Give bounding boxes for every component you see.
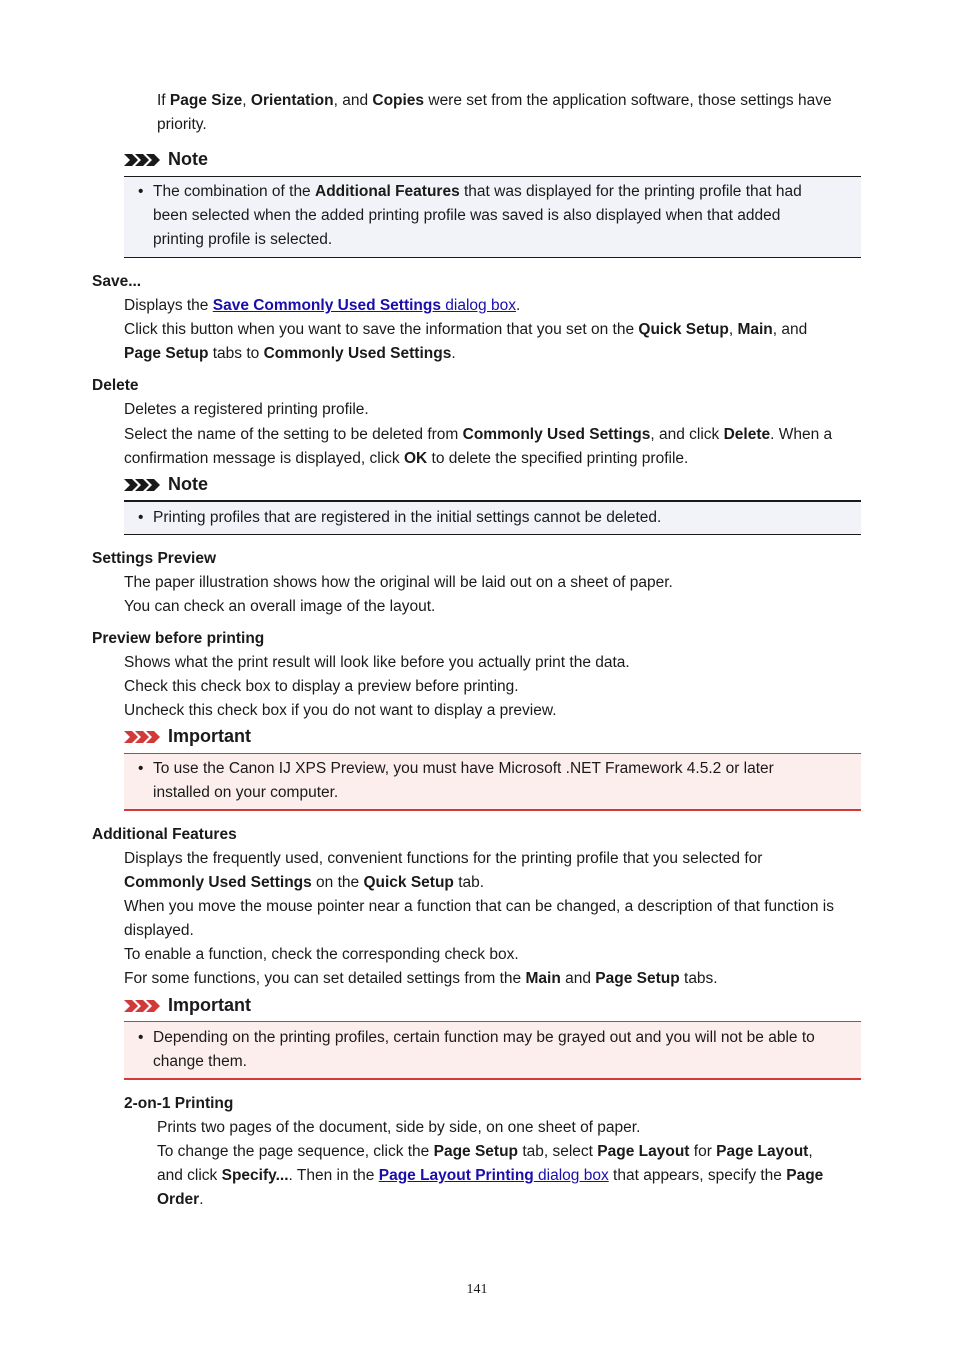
important-arrows-icon (124, 998, 162, 1014)
important-title: Important (124, 725, 251, 747)
additional-line-6: For some functions, you can set detailed settings from the Main and Page Setup tabs. (124, 970, 718, 987)
settings-preview-line-1: The paper illustration shows how the original will be laid out on a sheet of paper. (124, 574, 673, 591)
two-on-one-line-1: Prints two pages of the document, side by side, on one sheet of paper. (157, 1119, 641, 1136)
section-heading-save: Save... (92, 273, 142, 290)
save-line-1: Displays the Save Commonly Used Settings dialog box. (124, 297, 521, 314)
important-text-line: Depending on the printing profiles, certain function may be grayed out and you will not be able to (153, 1029, 815, 1046)
important-text-line: change them. (153, 1053, 247, 1070)
important-title: Important (124, 994, 251, 1016)
page-number: 141 (466, 1282, 488, 1297)
settings-preview-line-2: You can check an overall image of the layout. (124, 598, 436, 615)
note-box (124, 176, 861, 258)
two-on-one-line-4: Order. (157, 1191, 204, 1208)
two-on-one-line-2: To change the page sequence, click the Page Setup tab, select Page Layout for Page Layout, (157, 1143, 813, 1160)
note-title: Note (124, 473, 208, 495)
additional-line-2: Commonly Used Settings on the Quick Setup tab. (124, 874, 485, 891)
section-heading-additional-features: Additional Features (92, 826, 237, 843)
section-heading-delete: Delete (92, 377, 139, 394)
important-box (124, 753, 861, 811)
note-text-line: been selected when the added printing profile was saved is also displayed when that added (153, 207, 781, 224)
additional-line-3: When you move the mouse pointer near a function that can be changed, a description of that function is (124, 898, 834, 915)
preview-line-3: Uncheck this check box if you do not want to display a preview. (124, 702, 557, 719)
delete-line-2: Select the name of the setting to be deleted from Commonly Used Settings, and click Delete. When a (124, 426, 833, 443)
preview-line-2: Check this check box to display a preview before printing. (124, 678, 519, 695)
save-line-3: Page Setup tabs to Commonly Used Settings. (124, 345, 456, 362)
intro-line-2: priority. (157, 116, 207, 133)
important-text-line: To use the Canon IJ XPS Preview, you must have Microsoft .NET Framework 4.5.2 or later (153, 760, 774, 777)
note-arrows-icon (124, 152, 162, 168)
note-box (124, 500, 861, 535)
important-box (124, 1021, 861, 1080)
additional-line-4: displayed. (124, 922, 194, 939)
note-arrows-icon (124, 477, 162, 493)
bullet: • (138, 183, 144, 200)
bullet: • (138, 1029, 144, 1046)
intro-line-1: If Page Size, Orientation, and Copies were set from the application software, those settings have (157, 92, 832, 109)
note-text-line: printing profile is selected. (153, 231, 333, 248)
important-text-line: installed on your computer. (153, 784, 339, 801)
bullet: • (138, 509, 144, 526)
bullet: • (138, 760, 144, 777)
save-line-2: Click this button when you want to save the information that you set on the Quick Setup, Main, and (124, 321, 808, 338)
save-commonly-used-settings-link[interactable]: Save Commonly Used Settings dialog box (212, 297, 516, 314)
delete-line-1: Deletes a registered printing profile. (124, 401, 369, 418)
section-heading-settings-preview: Settings Preview (92, 550, 217, 567)
subsection-heading-2-on-1: 2-on-1 Printing (124, 1095, 234, 1112)
page-layout-printing-link[interactable]: Page Layout Printing dialog box (378, 1167, 609, 1184)
additional-line-1: Displays the frequently used, convenient functions for the printing profile that you selected for (124, 850, 763, 867)
two-on-one-line-3: and click Specify.... Then in the Page Layout Printing dialog box that appears, specify the Page (157, 1167, 824, 1184)
additional-line-5: To enable a function, check the corresponding check box. (124, 946, 519, 963)
note-text-line: The combination of the Additional Features that was displayed for the printing profile that had (153, 183, 802, 200)
important-arrows-icon (124, 729, 162, 745)
note-text-line: Printing profiles that are registered in the initial settings cannot be deleted. (153, 509, 662, 526)
delete-line-3: confirmation message is displayed, click OK to delete the specified printing profile. (124, 450, 689, 467)
preview-line-1: Shows what the print result will look like before you actually print the data. (124, 654, 630, 671)
note-title: Note (124, 148, 208, 170)
section-heading-preview-before-printing: Preview before printing (92, 630, 265, 647)
